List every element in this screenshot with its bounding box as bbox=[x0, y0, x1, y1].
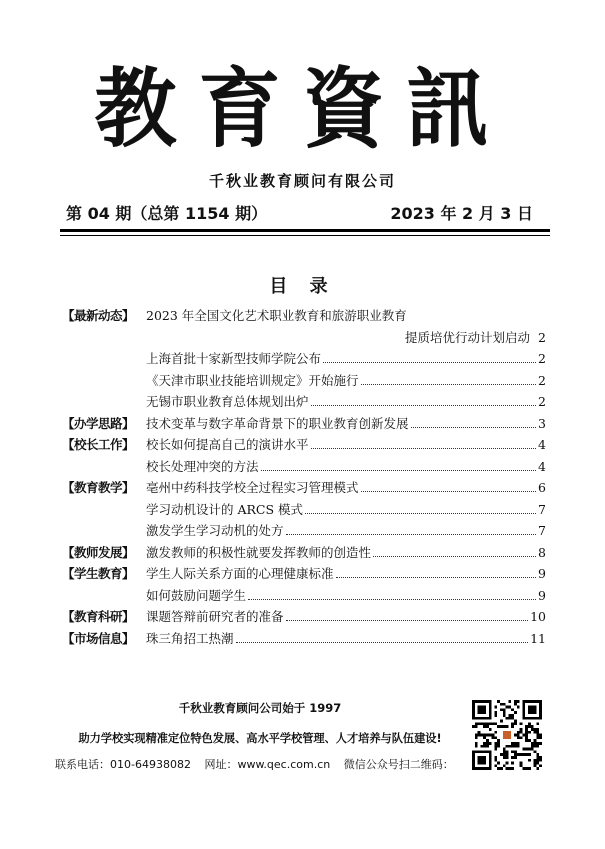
toc-leader-dots bbox=[305, 513, 536, 514]
toc-row[interactable] bbox=[62, 520, 546, 542]
header-rule-thick bbox=[60, 229, 550, 232]
toc-entry-title: 上海首批十家新型技师学院公布 bbox=[146, 351, 322, 366]
toc-section-label: 【办学思路】 bbox=[62, 415, 135, 431]
issue-date: 2023 年 2 月 3 日 bbox=[390, 204, 533, 223]
toc-entry-title: 校长如何提高自己的演讲水平 bbox=[146, 437, 309, 452]
toc-entry-title: 提质培优行动计划启动 bbox=[405, 329, 531, 345]
toc-section-label: 【最新动态】 bbox=[62, 308, 135, 323]
toc-section-label: 【教师发展】 bbox=[62, 544, 135, 560]
toc-page-number: 2 bbox=[538, 351, 546, 366]
toc-entry-title: 无锡市职业教育总体规划出炉 bbox=[146, 394, 309, 409]
toc-page-number: 2 bbox=[538, 372, 546, 388]
toc-leader-dots bbox=[311, 448, 537, 449]
toc-page-number: 7 bbox=[538, 501, 546, 517]
toc-leader-dots bbox=[373, 556, 536, 557]
toc-row[interactable] bbox=[62, 348, 546, 370]
toc-row[interactable] bbox=[62, 563, 546, 585]
toc-page-number: 9 bbox=[538, 566, 546, 581]
toc-row[interactable] bbox=[62, 456, 546, 478]
toc-entry-title: 亳州中药科技学校全过程实习管理模式 bbox=[146, 480, 359, 495]
toc-entry-title: 2023 年全国文化艺术职业教育和旅游职业教育 bbox=[146, 308, 407, 323]
toc-page-number: 2 bbox=[538, 394, 546, 409]
toc-leader-dots bbox=[311, 405, 537, 406]
toc-section-label: 【市场信息】 bbox=[62, 630, 135, 646]
footer-phone: 联系电话：010-64938082 bbox=[55, 758, 191, 771]
toc-row[interactable] bbox=[62, 305, 546, 327]
publisher-name: 千秋业教育顾问有限公司 bbox=[208, 172, 396, 190]
toc-section-label: 【校长工作】 bbox=[62, 437, 135, 452]
toc-entry-title: 激发教师的积极性就要发挥教师的创造性 bbox=[146, 544, 372, 560]
toc-page-number: 4 bbox=[538, 458, 546, 474]
toc-row[interactable] bbox=[62, 585, 546, 607]
toc-entry-title: 技术变革与数字革命背景下的职业教育创新发展 bbox=[146, 415, 409, 431]
toc-entry-title: 激发学生学习动机的处方 bbox=[146, 523, 284, 538]
toc-page-number: 9 bbox=[538, 587, 546, 603]
toc-entry-title: 学生人际关系方面的心理健康标准 bbox=[146, 566, 334, 581]
toc-entry-title: 课题答辩前研究者的准备 bbox=[146, 609, 284, 624]
toc-leader-dots bbox=[336, 577, 537, 578]
toc-leader-dots bbox=[248, 599, 536, 600]
header-rule-thin bbox=[60, 235, 550, 236]
toc-leader-dots bbox=[236, 642, 529, 643]
toc-page-number: 8 bbox=[538, 544, 546, 560]
masthead-title: 教育資訊 bbox=[94, 58, 511, 160]
toc-row[interactable] bbox=[62, 391, 546, 413]
wechat-qr-code-icon[interactable] bbox=[472, 700, 542, 770]
toc-section-label: 【教育科研】 bbox=[62, 609, 135, 624]
toc-row[interactable] bbox=[62, 477, 546, 499]
toc-row[interactable] bbox=[62, 413, 546, 435]
toc-row[interactable] bbox=[62, 628, 546, 650]
toc-page-number: 3 bbox=[538, 415, 546, 431]
toc-page-number: 7 bbox=[538, 523, 546, 538]
footer-website[interactable]: 网址：www.qec.com.cn bbox=[204, 758, 331, 771]
toc-row[interactable] bbox=[62, 499, 546, 521]
toc-page-number: 4 bbox=[538, 437, 546, 452]
toc-leader-dots bbox=[361, 491, 537, 492]
toc-leader-dots bbox=[286, 620, 529, 621]
toc-leader-dots bbox=[261, 470, 537, 471]
toc-title: 目 录 bbox=[269, 276, 336, 297]
toc-leader-dots bbox=[361, 384, 537, 385]
footer-founded: 千秋业教育顾问公司始于 1997 bbox=[178, 701, 342, 715]
toc-section-label: 【学生教育】 bbox=[62, 566, 135, 581]
toc-row[interactable] bbox=[62, 327, 546, 349]
toc-leader-dots bbox=[323, 362, 536, 363]
toc-row[interactable] bbox=[62, 606, 546, 628]
toc-page-number: 6 bbox=[538, 480, 546, 495]
toc-page-number: 11 bbox=[530, 630, 546, 646]
toc-leader-dots bbox=[286, 534, 537, 535]
toc-entry-title: 校长处理冲突的方法 bbox=[146, 458, 259, 474]
table-of-contents bbox=[62, 305, 546, 649]
toc-page-number: 10 bbox=[530, 609, 546, 624]
toc-page-number: 2 bbox=[538, 329, 546, 345]
toc-entry-title: 学习动机设计的 ARCS 模式 bbox=[146, 501, 304, 517]
toc-entry-title: 《天津市职业技能培训规定》开始施行 bbox=[146, 372, 359, 388]
footer-wechat: 微信公众号扫二维码： bbox=[343, 758, 454, 771]
toc-section-label: 【教育教学】 bbox=[62, 480, 135, 495]
toc-row[interactable] bbox=[62, 434, 546, 456]
toc-leader-dots bbox=[411, 427, 537, 428]
toc-row[interactable] bbox=[62, 370, 546, 392]
toc-row[interactable] bbox=[62, 542, 546, 564]
footer-mission: 助力学校实现精准定位特色发展、高水平学校管理、人才培养与队伍建设! bbox=[78, 732, 442, 745]
toc-entry-title: 珠三角招工热潮 bbox=[146, 630, 234, 646]
toc-entry-title: 如何鼓励问题学生 bbox=[146, 587, 247, 603]
issue-number: 第 04 期（总第 1154 期） bbox=[66, 204, 268, 223]
footer-contact bbox=[55, 756, 465, 772]
